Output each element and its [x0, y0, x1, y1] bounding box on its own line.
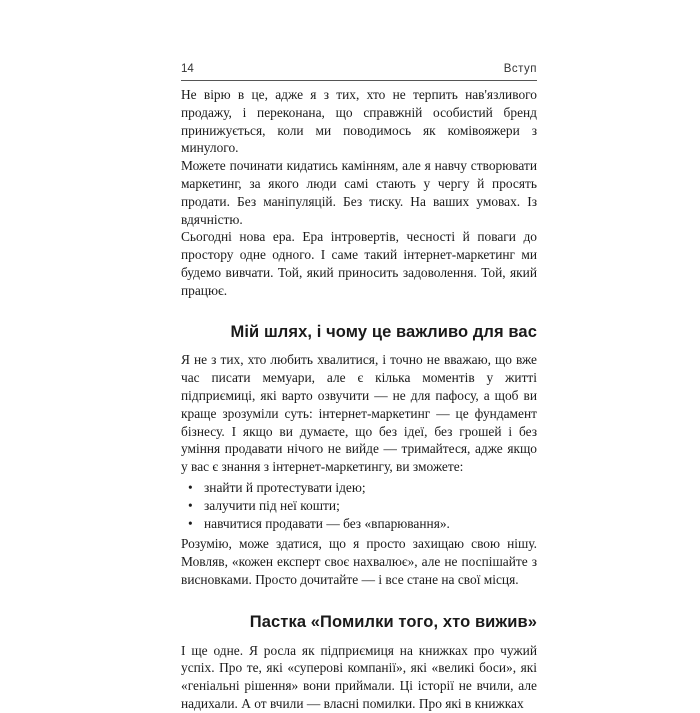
section1-paragraph-2: Розумію, може здатися, що я просто захищаю свою нішу. Мовляв, «кожен експерт своє нахвалює», але не поспішайте з висновками. Просто дочитайте — і все стане на свої місця.	[181, 536, 537, 587]
intro-paragraph-2: Можете починати кидатись камінням, але я навчу створювати маркетинг, за якого люди самі стають у чергу й просять продати. Без маніпуляцій. Без тиску. На ваших умовах. Із вдячністю.	[181, 158, 537, 227]
intro-paragraph-1: Не вірю в це, адже я з тих, хто не терпить нав'язливого продажу, і переконана, що справжній особистий бренд принижується, коли ми поводимось як комівояжери з минулого.	[181, 87, 537, 156]
intro-paragraph-3: Сьогодні нова ера. Ера інтровертів, чесності й поваги до простору одне одного. І саме такий інтернет-маркетинг ми будемо вивчати. Той, який приносить задоволення. Той, який працює.	[181, 229, 537, 298]
bullet-list	[181, 479, 537, 532]
page-number: 14	[181, 63, 194, 75]
section2-paragraph-1: І ще одне. Я росла як підприємиця на книжках про чужий успіх. Про те, які «суперові компанії», які «великі боси», які «геніальні рішення» вони приймали. Ці історії не вчили, але надихали. А от вчили — власні помилки. Про які в книжках	[181, 642, 537, 711]
section1-paragraph-1: Я не з тих, хто любить хвалитися, і точно не вважаю, що вже час писати мемуари, але є кілька моментів у житті підприємиці, які варто озвучити — не для пафосу, а щоб ви краще зрозуміли суть: інтернет-маркетинг — це фундамент бізнесу. І якщо ви думаєте, що без ідеї, без грошей і без уміння продавати нічого не вийде — тримайтеся, адже якщо у вас є знання з інтернет-маркетингу, ви зможете:	[181, 352, 537, 475]
section-heading-my-path: Мій шлях, і чому це важливо для вас	[230, 322, 537, 341]
bullet-item: • навчитися продавати — без «впарювання».	[181, 515, 537, 533]
header-rule	[181, 80, 537, 81]
section-heading-survivor-trap: Пастка «Помилки того, хто вижив»	[249, 612, 537, 631]
bullet-item: • залучити під неї кошти;	[181, 497, 537, 515]
bullet-item: • знайти й протестувати ідею;	[181, 479, 537, 497]
section-title: Вступ	[503, 63, 537, 75]
page-body	[181, 86, 537, 713]
